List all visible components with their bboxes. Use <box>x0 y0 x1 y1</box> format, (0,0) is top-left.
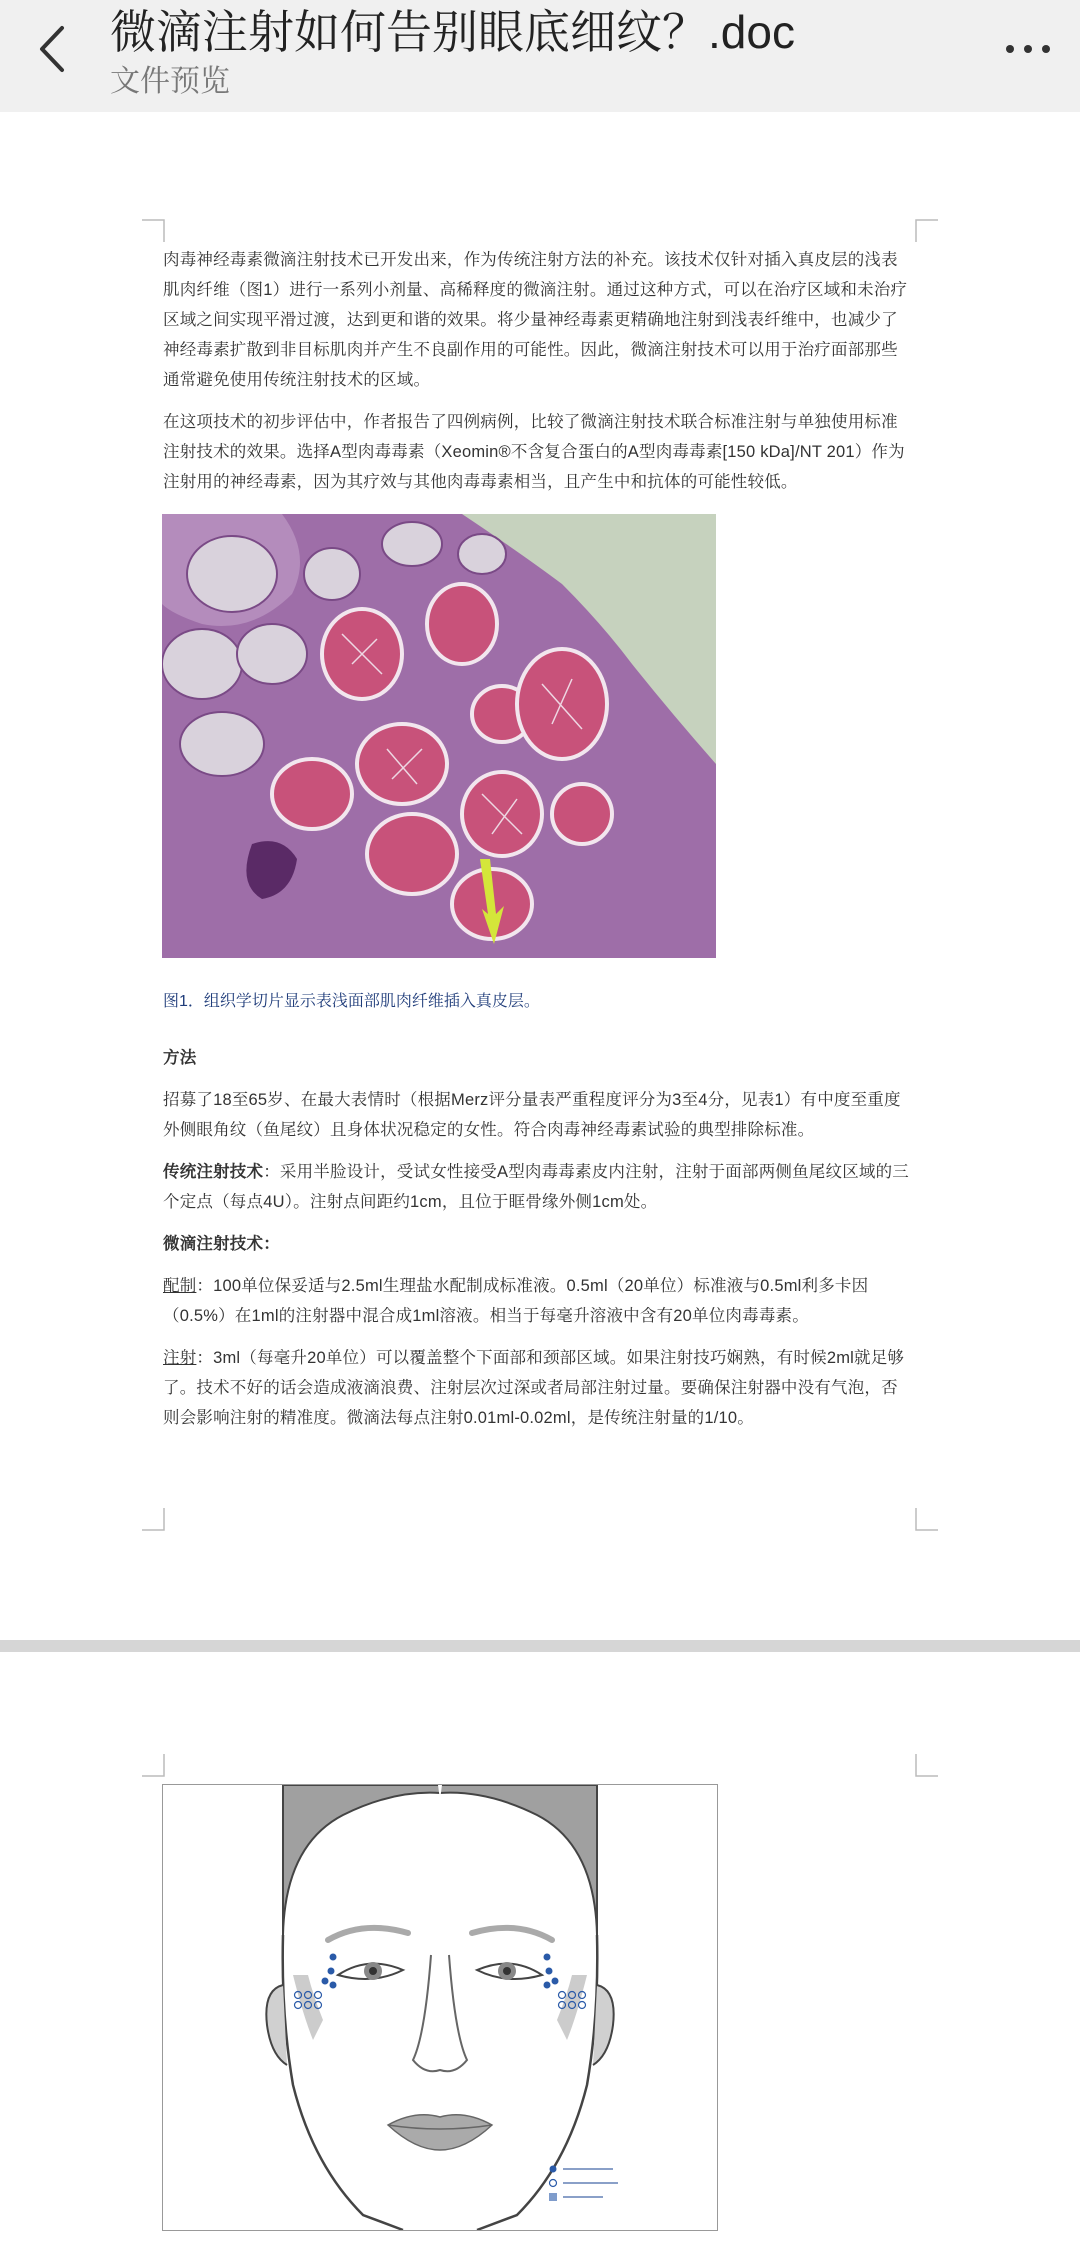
methods-paragraph: 招募了18至65岁、在最大表情时（根据Merz评分量表严重程度评分为3至4分，见表1）有中度至重度外侧眼角纹（鱼尾纹）且身体状况稳定的女性。符合肉毒神经毒素试验的典型排除标准。 <box>163 1091 901 1139</box>
inject-text: ：3ml（每毫升20单位）可以覆盖整个下面部和颈部区域。如果注射技巧娴熟，有时候2ml就足够了。技术不好的话会造成液滴浪费、注射层次过深或者局部注射过量。要确保注射器中没有气泡，否则会影响注射的精准度。微滴法每点注射0.01ml-0.02ml，是传统注射量的1/10。 <box>163 1349 905 1427</box>
methods-heading: 方法 <box>163 1049 197 1067</box>
traditional-paragraph <box>163 1157 913 1217</box>
histology-figure <box>162 514 716 958</box>
file-title: 微滴注射如何告别眼底细纹？.doc <box>110 6 795 58</box>
inject-label: 注射 <box>163 1349 197 1367</box>
page-separator <box>0 1640 1080 1652</box>
crop-marks-bottom <box>0 1500 1080 1550</box>
prep-paragraph <box>163 1271 913 1331</box>
file-preview-header <box>0 0 1080 112</box>
back-arrow-icon <box>28 14 78 84</box>
more-options-button[interactable] <box>998 34 1058 64</box>
paragraph-intro: 肉毒神经毒素微滴注射技术已开发出来，作为传统注射方法的补充。该技术仅针对插入真皮层的浅表肌肉纤维（图1）进行一系列小剂量、高稀释度的微滴注射。通过这种方式，可以在治疗区域和未治疗区域之间实现平滑过渡，达到更和谐的效果。将少量神经毒素更精确地注射到浅表纤维中，也减少了神经毒素扩散到非目标肌肉并产生不良副作用的可能性。因此，微滴注射技术可以用于治疗面部那些通常避免使用传统注射技术的区域。 <box>163 251 908 389</box>
back-button[interactable] <box>28 14 78 84</box>
micro-heading: 微滴注射技术： <box>163 1235 280 1253</box>
more-dots-icon <box>998 34 1058 64</box>
prep-label: 配制 <box>163 1277 197 1295</box>
traditional-text: ：采用半脸设计，受试女性接受A型肉毒毒素皮内注射，注射于面部两侧鱼尾纹区域的三个定点（每点4U）。注射点间距约1cm，且位于眶骨缘外侧1cm处。 <box>163 1163 910 1211</box>
figure-caption: 图1．组织学切片显示表浅面部肌肉纤维插入真皮层。 <box>163 993 540 1010</box>
prep-text: ：100单位保妥适与2.5ml生理盐水配制成标准液。0.5ml（20单位）标准液与0.5ml利多卡因（0.5%）在1ml的注射器中混合成1ml溶液。相当于每毫升溶液中含有20单位肉毒毒素。 <box>163 1277 869 1325</box>
file-subtitle: 文件预览 <box>110 65 230 98</box>
face-injection-diagram <box>162 1784 718 2231</box>
methods-section <box>163 1043 913 1445</box>
crop-marks-page2 <box>0 1740 1080 1790</box>
crop-marks-top <box>0 200 1080 250</box>
intro-text <box>163 245 913 509</box>
paragraph-evaluation: 在这项技术的初步评估中，作者报告了四例病例，比较了微滴注射技术联合标准注射与单独使用标准注射技术的效果。选择A型肉毒毒素（Xeomin®不含复合蛋白的A型肉毒毒素[150 kDa]/NT 201）作为注射用的神经毒素，因为其疗效与其他肉毒毒素相当，且产生中和抗体的可能性较低。 <box>163 413 905 491</box>
inject-paragraph <box>163 1343 913 1433</box>
traditional-label: 传统注射技术 <box>163 1163 264 1181</box>
